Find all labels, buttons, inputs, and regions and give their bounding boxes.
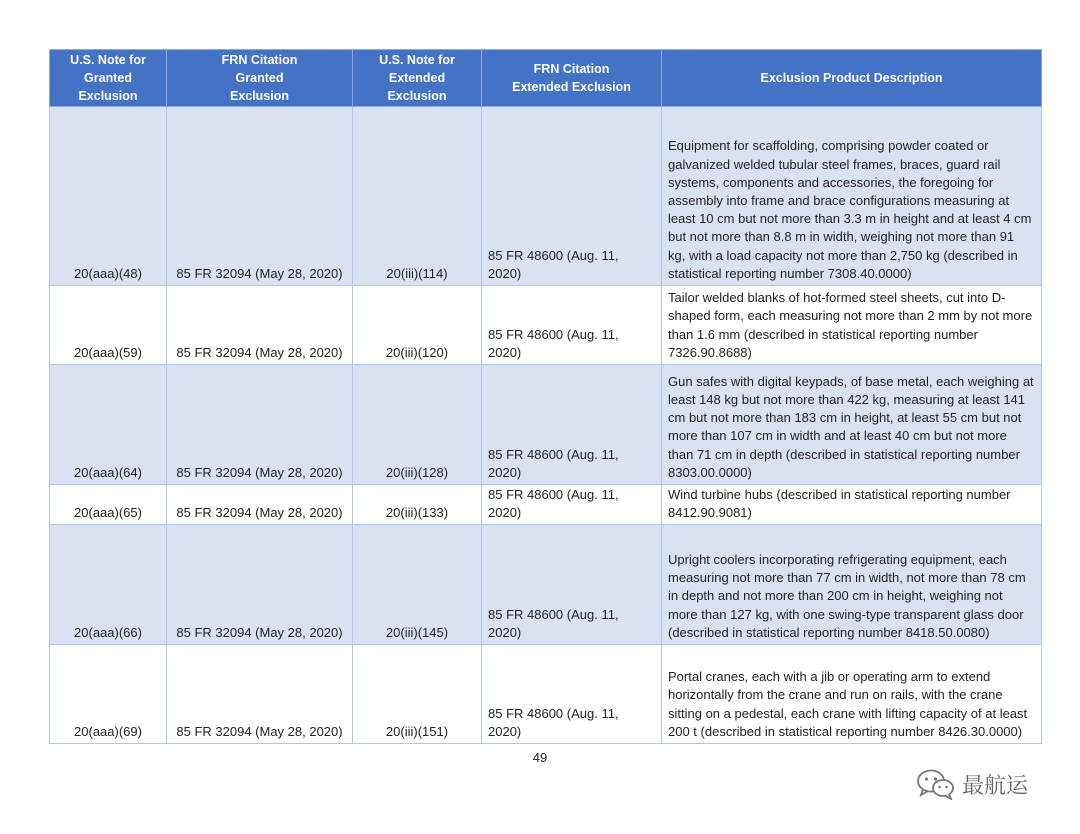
- extended-frn-cell: 85 FR 48600 (Aug. 11, 2020): [482, 485, 662, 525]
- extended-frn-cell: 85 FR 48600 (Aug. 11, 2020): [482, 107, 662, 286]
- granted-frn-cell: 85 FR 32094 (May 28, 2020): [167, 525, 353, 645]
- granted-frn-cell: 85 FR 32094 (May 28, 2020): [167, 365, 353, 485]
- header-extended-note: U.S. Note for Extended Exclusion: [353, 50, 482, 107]
- granted-frn-cell: 85 FR 32094 (May 28, 2020): [167, 107, 353, 286]
- granted-note-cell: 20(aaa)(48): [50, 107, 167, 286]
- extended-frn-cell: 85 FR 48600 (Aug. 11, 2020): [482, 525, 662, 645]
- page-number: 49: [532, 750, 548, 765]
- extended-note-cell: 20(iii)(128): [353, 365, 482, 485]
- description-cell: Wind turbine hubs (described in statistical reporting number 8412.90.9081): [662, 485, 1042, 525]
- table-row: [50, 107, 1042, 286]
- watermark-text: 最航运: [962, 773, 1029, 799]
- extended-frn-cell: 85 FR 48600 (Aug. 11, 2020): [482, 645, 662, 744]
- header-extended-frn: FRN Citation Extended Exclusion: [482, 50, 662, 107]
- header-description: Exclusion Product Description: [662, 50, 1042, 107]
- table-row: [50, 645, 1042, 744]
- header-granted-note: U.S. Note for Granted Exclusion: [50, 50, 167, 107]
- table-header-row: [50, 50, 1042, 107]
- table-row: [50, 525, 1042, 645]
- extended-note-cell: 20(iii)(133): [353, 485, 482, 525]
- description-cell: Equipment for scaffolding, comprising powder coated or galvanized welded tubular steel frames, braces, guard rail systems, components and accessories, the foregoing for assembly into frame and brace configurations measuring at least 10 cm but not more than 3.3 m in height and at least 4 cm but not more than 8.8 m in width, weighing not more than 91 kg, with a load capacity not more than 2,750 kg (described in statistical reporting number 7308.40.0000): [662, 107, 1042, 286]
- description-cell: Gun safes with digital keypads, of base metal, each weighing at least 148 kg but not more than 422 kg, measuring at least 141 cm but not more than 183 cm in height, at least 55 cm but not more than 107 cm in width and at least 40 cm but not more than 71 cm in depth (described in statistical reporting number 8303.00.0000): [662, 365, 1042, 485]
- granted-note-cell: 20(aaa)(69): [50, 645, 167, 744]
- granted-frn-cell: 85 FR 32094 (May 28, 2020): [167, 645, 353, 744]
- wechat-icon: [916, 768, 956, 800]
- description-cell: Tailor welded blanks of hot-formed steel sheets, cut into D-shaped form, each measuring not more than 2 mm by not more than 1.6 mm (described in statistical reporting number 7326.90.8688): [662, 286, 1042, 365]
- exclusion-table: [49, 49, 1042, 744]
- granted-note-cell: 20(aaa)(65): [50, 485, 167, 525]
- extended-note-cell: 20(iii)(145): [353, 525, 482, 645]
- extended-frn-cell: 85 FR 48600 (Aug. 11, 2020): [482, 365, 662, 485]
- description-cell: Upright coolers incorporating refrigerating equipment, each measuring not more than 77 cm in width, not more than 78 cm in depth and not more than 200 cm in height, weighing not more than 127 kg, with one swing-type transparent glass door (described in statistical reporting number 8418.50.0080): [662, 525, 1042, 645]
- granted-note-cell: 20(aaa)(59): [50, 286, 167, 365]
- table-row: [50, 286, 1042, 365]
- table-row: [50, 365, 1042, 485]
- extended-note-cell: 20(iii)(120): [353, 286, 482, 365]
- granted-note-cell: 20(aaa)(66): [50, 525, 167, 645]
- extended-note-cell: 20(iii)(151): [353, 645, 482, 744]
- extended-frn-cell: 85 FR 48600 (Aug. 11, 2020): [482, 286, 662, 365]
- header-granted-frn: FRN Citation Granted Exclusion: [167, 50, 353, 107]
- granted-note-cell: 20(aaa)(64): [50, 365, 167, 485]
- granted-frn-cell: 85 FR 32094 (May 28, 2020): [167, 485, 353, 525]
- granted-frn-cell: 85 FR 32094 (May 28, 2020): [167, 286, 353, 365]
- watermark: [916, 768, 1028, 800]
- table-row: [50, 485, 1042, 525]
- description-cell: Portal cranes, each with a jib or operating arm to extend horizontally from the crane and run on rails, with the crane sitting on a pedestal, each crane with lifting capacity of at least 200 t (described in statistical reporting number 8426.30.0000): [662, 645, 1042, 744]
- extended-note-cell: 20(iii)(114): [353, 107, 482, 286]
